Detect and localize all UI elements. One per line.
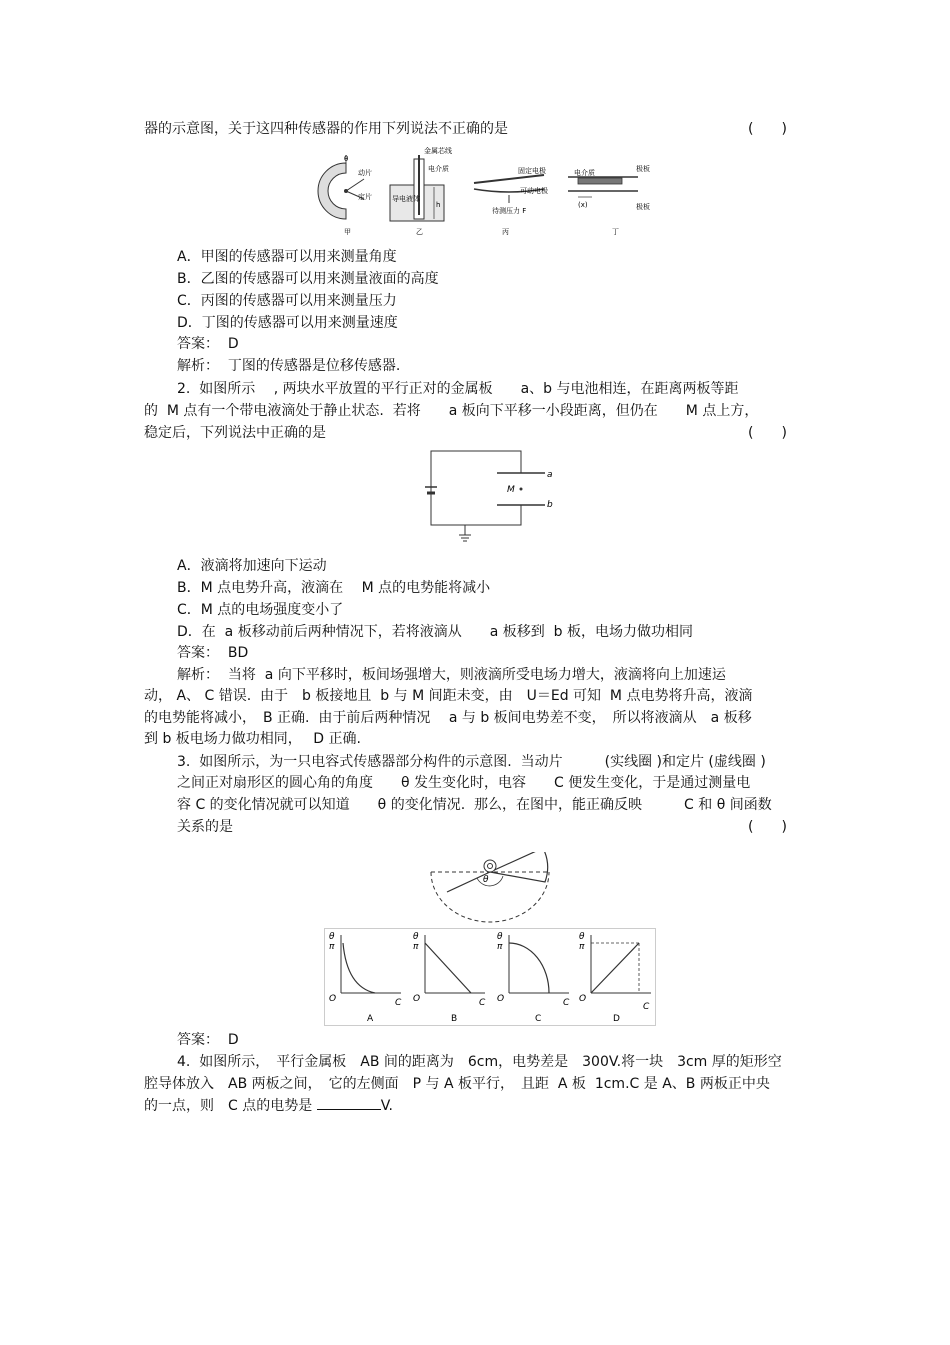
q4-answer-blank[interactable] xyxy=(317,1097,381,1110)
q4-line-1: 4. 如图所示， 平行金属板 AB 间的距离为 6cm，电势差是 300V.将一块 3cm 厚的矩形空 xyxy=(177,1054,782,1070)
q2-option-a: A．液滴将加速向下运动 xyxy=(177,558,327,574)
graph-b-label: B xyxy=(451,1014,458,1024)
q2-option-c: C．M 点的电场强度变小了 xyxy=(177,602,344,618)
graph-a-label: A xyxy=(367,1014,374,1024)
graph-b-c: C xyxy=(479,998,486,1008)
graph-d-theta: θ xyxy=(579,932,585,942)
ding-plate-top: 极板 xyxy=(636,165,650,173)
q3-answer: 答案： D xyxy=(177,1032,239,1048)
q4-line-3-unit: V. xyxy=(380,1098,393,1114)
q3-graph-b xyxy=(413,932,486,1024)
q2-line-3: 稳定后，下列说法中正确的是 xyxy=(144,425,326,441)
graph-d-c: C xyxy=(643,1002,650,1012)
q3-graph-d xyxy=(579,932,651,1024)
graph-a-origin: O xyxy=(329,994,337,1004)
bing-force: 待测压力 F xyxy=(492,207,527,215)
q2-analysis-3: 的电势能将减小， B 正确. 由于前后两种情况 a 与 b 板间电势差不变， 所以将液滴从 a 板移 xyxy=(144,710,752,726)
graph-a-c: C xyxy=(395,998,402,1008)
ding-caption: 丁 xyxy=(612,228,619,236)
q3-line-4: 关系的是 xyxy=(177,819,233,835)
q2-line-1: 2. 如图所示 , 两块水平放置的平行正对的金属板 a、b 与电池相连，在距离两板等距 xyxy=(177,381,739,397)
jia-caption: 甲 xyxy=(344,228,351,236)
q3-graph-a xyxy=(329,932,402,1024)
q1-option-c: C．丙图的传感器可以用来测量压力 xyxy=(177,293,397,309)
graph-c-theta: θ xyxy=(497,932,503,942)
q1-fig-bing xyxy=(474,166,548,236)
graph-d-pi: π xyxy=(579,942,585,952)
ding-dielectric: 电介质 xyxy=(574,169,595,177)
jia-dongpian: 动片 xyxy=(358,169,372,177)
q2-answer: 答案： BD xyxy=(177,645,249,661)
bing-caption: 丙 xyxy=(502,228,509,236)
graph-d-label: D xyxy=(613,1014,620,1024)
jia-theta: θ xyxy=(344,155,349,163)
q1-fig-yi xyxy=(390,146,452,236)
q2-paren: ( ) xyxy=(748,425,787,441)
q3-theta: θ xyxy=(483,875,489,885)
q4-line-3 xyxy=(144,1097,393,1115)
q2-analysis-2: 动， A、 C 错误. 由于 b 板接地且 b 与 M 间距未变，由 U＝Ed 可知 M 点电势将升高，液滴 xyxy=(144,688,753,704)
bing-movable: 可动电极 xyxy=(520,187,548,195)
graph-b-theta: θ xyxy=(413,932,419,942)
yi-h: h xyxy=(436,201,441,209)
graph-d-origin: O xyxy=(579,994,587,1004)
q2-analysis-1: 解析： 当将 a 向下平移时，板间场强增大，则液滴所受电场力增大，液滴将向上加速运 xyxy=(177,667,726,683)
graph-b-origin: O xyxy=(413,994,421,1004)
q2-circuit-figure xyxy=(425,445,560,553)
q3-paren: ( ) xyxy=(748,819,787,835)
q1-figure xyxy=(308,145,664,237)
yi-dielectric: 电介质 xyxy=(428,165,449,173)
q3-line-1: 3. 如图所示，为一只电容式传感器部分构件的示意图. 当动片 (实线圈 )和定片 (虚线圈 ) xyxy=(177,754,766,770)
q1-fig-jia xyxy=(318,155,372,236)
q1-answer: 答案： D xyxy=(177,336,239,352)
graph-b-pi: π xyxy=(413,942,419,952)
q2-label-a: a xyxy=(547,470,553,480)
q1-option-b: B．乙图的传感器可以用来测量液面的高度 xyxy=(177,271,439,287)
q1-paren: ( ) xyxy=(748,121,787,137)
q2-option-b: B．M 点电势升高，液滴在 M 点的电势能将减小 xyxy=(177,580,491,596)
q2-label-b: b xyxy=(547,500,553,510)
graph-a-pi: π xyxy=(329,942,335,952)
graph-c-c: C xyxy=(563,998,570,1008)
graph-a-theta: θ xyxy=(329,932,335,942)
q1-fig-ding xyxy=(568,164,650,236)
ding-x: (x) xyxy=(578,201,588,209)
q4-line-3-text: 的一点，则 C 点的电势是 xyxy=(144,1098,317,1114)
q2-option-d: D．在 a 板移动前后两种情况下，若将液滴从 a 板移到 b 板，电场力做功相同 xyxy=(177,624,693,640)
graph-c-origin: O xyxy=(497,994,505,1004)
q3-sensor-figure xyxy=(425,852,555,924)
q2-line-2: 的 M 点有一个带电液滴处于静止状态. 若将 a 板向下平移一小段距离，但仍在 M 点上方， xyxy=(144,403,759,419)
q2-label-m: M xyxy=(507,485,515,495)
yi-caption: 乙 xyxy=(416,228,423,236)
q2-analysis-4: 到 b 板电场力做功相同， D 正确. xyxy=(144,731,361,747)
ding-plate-bottom: 极板 xyxy=(636,203,650,211)
q3-graph-c xyxy=(497,932,570,1024)
yi-liquid: 导电液体 xyxy=(392,195,420,203)
jia-dingpian: 定片 xyxy=(358,193,372,201)
q1-analysis: 解析： 丁图的传感器是位移传感器. xyxy=(177,358,401,374)
q3-line-3: 容 C 的变化情况就可以知道 θ 的变化情况. 那么，在图中，能正确反映 C 和 θ 间函数 xyxy=(177,797,772,813)
q3-graphs-panel xyxy=(324,928,656,1026)
bing-fixed: 固定电极 xyxy=(518,167,546,175)
graph-c-pi: π xyxy=(497,942,503,952)
yi-core: 金属芯线 xyxy=(424,147,452,155)
q1-option-a: A．甲图的传感器可以用来测量角度 xyxy=(177,249,397,265)
q1-stem: 器的示意图，关于这四种传感器的作用下列说法不正确的是 xyxy=(144,121,508,137)
graph-c-label: C xyxy=(535,1014,542,1024)
q1-option-d: D．丁图的传感器可以用来测量速度 xyxy=(177,315,398,331)
q3-line-2: 之间正对扇形区的圆心角的角度 θ 发生变化时，电容 C 便发生变化，于是通过测量电 xyxy=(177,775,751,791)
q4-line-2: 腔导体放入 AB 两板之间， 它的左侧面 P 与 A 板平行， 且距 A 板 1cm.C 是 A、B 两板正中央 xyxy=(144,1076,770,1092)
